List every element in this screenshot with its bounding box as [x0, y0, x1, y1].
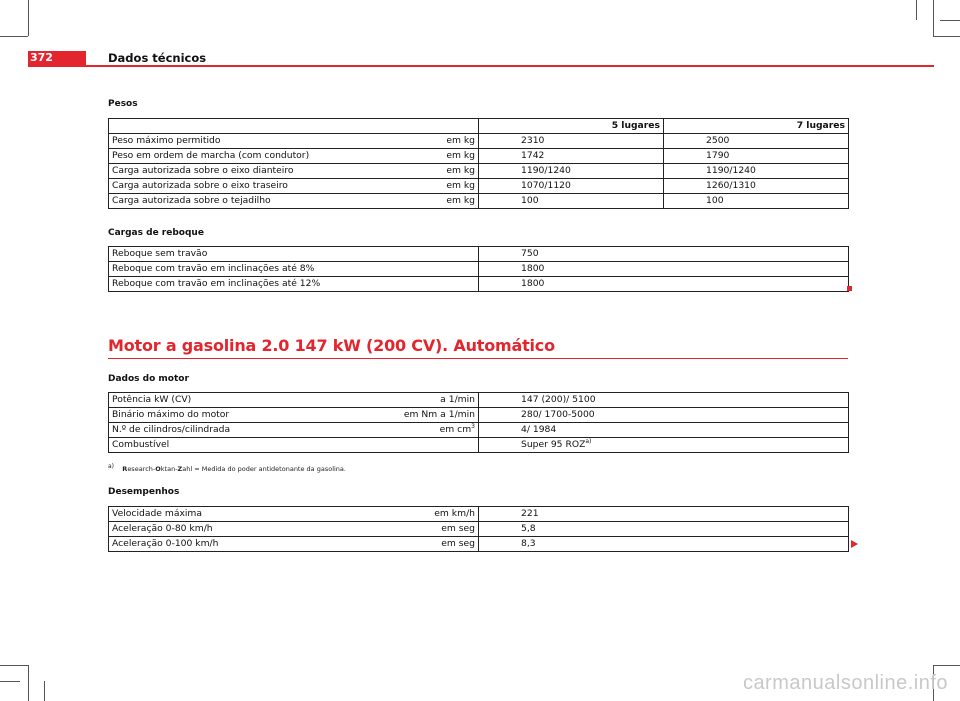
row-value-7: 1790	[664, 149, 849, 164]
row-unit: a 1/min	[440, 394, 475, 405]
row-value: 750	[479, 247, 849, 262]
row-value-7: 1190/1240	[664, 164, 849, 179]
row-unit: em seg	[441, 538, 475, 549]
row-value: 5,8	[479, 522, 849, 537]
row-desc-unit	[109, 537, 479, 552]
page-title: Dados técnicos	[108, 51, 207, 65]
crop-mark	[28, 0, 29, 36]
row-desc-unit	[109, 194, 479, 209]
section-title: Motor a gasolina 2.0 147 kW (200 CV). Automático	[108, 336, 555, 355]
row-desc: Carga autorizada sobre o eixo dianteiro	[112, 165, 294, 176]
row-unit: em kg	[446, 180, 475, 191]
row-desc: Binário máximo do motor	[112, 409, 230, 420]
row-desc-unit	[109, 179, 479, 194]
row-value: 147 (200)/ 5100	[479, 393, 849, 408]
crop-mark	[940, 20, 960, 21]
row-desc-unit	[109, 149, 479, 164]
crop-mark	[916, 0, 917, 20]
row-unit: em kg	[446, 165, 475, 176]
footnote-part: ahl = Medida do poder antidetonante da gasolina.	[182, 465, 346, 473]
weights-table	[108, 118, 849, 209]
row-desc: Carga autorizada sobre o eixo traseiro	[112, 180, 288, 191]
footnote-o: O	[155, 465, 161, 473]
row-value-5: 1742	[479, 149, 664, 164]
header-rule	[28, 65, 934, 67]
row-value: 1800	[479, 277, 849, 292]
row-desc-unit	[109, 408, 479, 423]
footnote-part: ktan-	[160, 465, 178, 473]
row-value: 8,3	[479, 537, 849, 552]
table-row	[109, 164, 849, 179]
table-row	[109, 262, 849, 277]
row-value	[479, 438, 849, 453]
row-desc-unit	[109, 522, 479, 537]
row-desc-unit	[109, 507, 479, 522]
towing-table	[108, 246, 849, 292]
row-desc: Potência kW (CV)	[112, 394, 192, 405]
table-row	[109, 393, 849, 408]
watermark: carmanualsonline.info	[742, 672, 948, 694]
row-desc: Peso máximo permitido	[112, 135, 221, 146]
crop-mark	[0, 681, 20, 682]
footnote-part: esearch-	[127, 465, 156, 473]
row-unit: em Nm a 1/min	[403, 409, 475, 420]
continue-arrow-icon	[851, 540, 858, 548]
row-desc-unit	[109, 393, 479, 408]
footnote-reference: a)	[585, 437, 592, 445]
engine-table	[108, 392, 849, 453]
table-header-row	[109, 119, 849, 134]
column-header-5-seats: 5 lugares	[479, 119, 664, 134]
row-desc-unit	[109, 164, 479, 179]
row-desc-unit	[109, 134, 479, 149]
crop-mark	[933, 36, 960, 37]
row-value-5: 100	[479, 194, 664, 209]
column-header-7-seats: 7 lugares	[664, 119, 849, 134]
row-desc: Peso em ordem de marcha (com condutor)	[112, 150, 310, 161]
crop-mark	[0, 665, 28, 666]
table-row	[109, 408, 849, 423]
row-value: 280/ 1700-5000	[479, 408, 849, 423]
row-value-text: Super 95 ROZ	[521, 439, 586, 450]
table-row	[109, 507, 849, 522]
row-value: 1800	[479, 262, 849, 277]
row-unit-text: em cm	[439, 424, 472, 435]
footnote-marker: a)	[108, 462, 115, 470]
row-desc: Aceleração 0-80 km/h	[112, 523, 213, 534]
row-unit: em kg	[446, 195, 475, 206]
row-unit-superscript: 3	[471, 422, 475, 430]
table-row	[109, 423, 849, 438]
row-desc: Velocidade máxima	[112, 508, 203, 519]
row-unit: em kg	[446, 135, 475, 146]
towing-label: Cargas de reboque	[108, 228, 204, 238]
row-desc: Carga autorizada sobre o tejadilho	[112, 195, 271, 206]
row-value-7: 2500	[664, 134, 849, 149]
table-row	[109, 194, 849, 209]
row-desc: N.º de cilindros/cilindrada	[112, 424, 231, 435]
performance-label: Desempenhos	[108, 487, 180, 497]
table-row	[109, 522, 849, 537]
row-unit: em km/h	[434, 508, 475, 519]
row-desc: Reboque sem travão	[109, 247, 479, 262]
table-row	[109, 277, 849, 292]
row-desc: Combustível	[109, 438, 479, 453]
page-number: 372	[28, 51, 86, 65]
crop-mark	[44, 681, 45, 701]
row-value: 4/ 1984	[479, 423, 849, 438]
row-unit	[440, 423, 475, 437]
row-value-5: 1190/1240	[479, 164, 664, 179]
table-row	[109, 149, 849, 164]
end-of-section-marker-icon	[847, 286, 852, 291]
crop-mark	[28, 665, 29, 701]
row-unit: em seg	[441, 523, 475, 534]
table-header-blank	[109, 119, 479, 134]
table-row	[109, 134, 849, 149]
crop-mark	[0, 36, 28, 37]
row-desc-unit	[109, 423, 479, 438]
row-value-7: 100	[664, 194, 849, 209]
table-row	[109, 247, 849, 262]
footnote-r: R	[122, 465, 128, 473]
row-desc: Reboque com travão em inclinações até 12%	[109, 277, 479, 292]
table-row	[109, 179, 849, 194]
row-desc: Aceleração 0-100 km/h	[112, 538, 219, 549]
row-unit: em kg	[446, 150, 475, 161]
row-desc: Reboque com travão em inclinações até 8%	[109, 262, 479, 277]
crop-mark	[933, 0, 934, 36]
engine-label: Dados do motor	[108, 374, 189, 384]
footnote-z: Z	[177, 465, 183, 473]
footnote	[108, 462, 346, 473]
performance-table	[108, 506, 849, 552]
table-row	[109, 438, 849, 453]
table-row	[109, 537, 849, 552]
row-value-5: 2310	[479, 134, 664, 149]
row-value-5: 1070/1120	[479, 179, 664, 194]
row-value: 221	[479, 507, 849, 522]
crop-mark	[933, 665, 960, 666]
section-rule	[108, 358, 848, 359]
row-value-7: 1260/1310	[664, 179, 849, 194]
weights-label: Pesos	[108, 99, 138, 109]
